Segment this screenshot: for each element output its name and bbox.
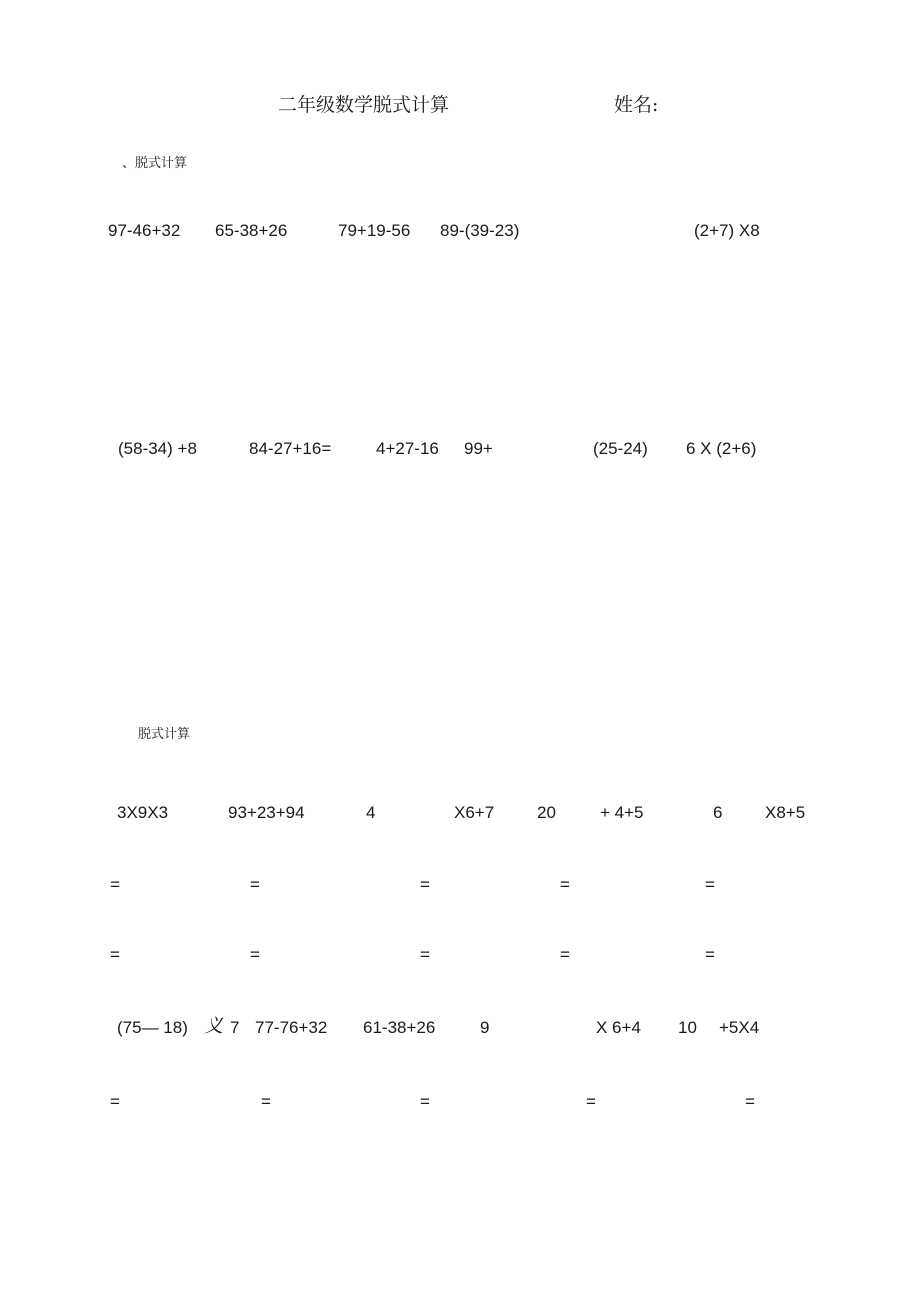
expression: 79+19-56 bbox=[338, 221, 411, 240]
equals-sign: = bbox=[705, 945, 715, 964]
expression: X 6+4 bbox=[596, 1018, 641, 1037]
equals-sign: = bbox=[110, 945, 120, 964]
expression: 6 X (2+6) bbox=[686, 439, 757, 458]
expression: 89-(39-23) bbox=[440, 221, 520, 240]
expression: 9 bbox=[480, 1018, 490, 1037]
expression: X6+7 bbox=[454, 803, 495, 822]
expression: 3X9X3 bbox=[117, 803, 169, 822]
expression: 7 bbox=[230, 1018, 240, 1037]
expression: + 4+5 bbox=[600, 803, 644, 822]
expression: 20 bbox=[537, 803, 556, 822]
expression: 65-38+26 bbox=[215, 221, 288, 240]
expression: (75— 18) bbox=[117, 1018, 188, 1037]
equals-sign: = bbox=[560, 945, 570, 964]
misread-glyph: 义 bbox=[204, 1015, 224, 1037]
expression: 61-38+26 bbox=[363, 1018, 436, 1037]
expression: (2+7) X8 bbox=[694, 221, 760, 240]
expression: 84-27+16= bbox=[249, 439, 332, 458]
worksheet-title: 二年级数学脱式计算 bbox=[278, 94, 450, 116]
equals-sign: = bbox=[261, 1092, 271, 1111]
expression: X8+5 bbox=[765, 803, 806, 822]
section-heading: 脱式计算 bbox=[138, 727, 191, 742]
equals-sign: = bbox=[250, 945, 260, 964]
expression: 99+ bbox=[464, 439, 493, 458]
expression: 77-76+32 bbox=[255, 1018, 328, 1037]
expression: +5X4 bbox=[719, 1018, 760, 1037]
equals-sign: = bbox=[110, 1092, 120, 1111]
equals-sign: = bbox=[420, 875, 430, 894]
equals-sign: = bbox=[705, 875, 715, 894]
expression: 10 bbox=[678, 1018, 697, 1037]
equals-sign: = bbox=[250, 875, 260, 894]
expression: 97-46+32 bbox=[108, 221, 181, 240]
expression: 6 bbox=[713, 803, 723, 822]
equals-sign: = bbox=[560, 875, 570, 894]
equals-sign: = bbox=[586, 1092, 596, 1111]
expression: 4 bbox=[366, 803, 376, 822]
equals-sign: = bbox=[420, 945, 430, 964]
expression: (25-24) bbox=[593, 439, 648, 458]
expression: 93+23+94 bbox=[228, 803, 305, 822]
name-label: 姓名: bbox=[614, 94, 659, 116]
equals-sign: = bbox=[110, 875, 120, 894]
expression: 4+27-16 bbox=[376, 439, 439, 458]
expression: (58-34) +8 bbox=[118, 439, 197, 458]
equals-sign: = bbox=[745, 1092, 755, 1111]
section-heading: 、脱式计算 bbox=[122, 156, 188, 171]
equals-sign: = bbox=[420, 1092, 430, 1111]
